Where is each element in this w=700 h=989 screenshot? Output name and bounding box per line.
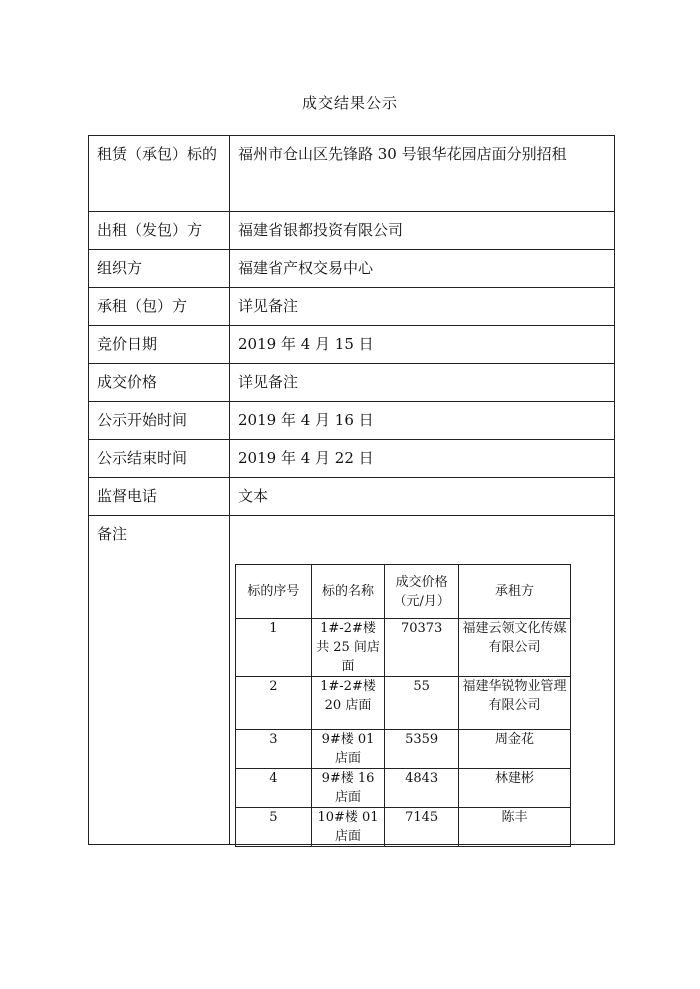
result-table (88, 135, 615, 845)
phone-value: 文本 (230, 478, 615, 516)
row-bid-date (89, 326, 615, 364)
cell-no: 1 (236, 619, 312, 677)
row-lessee (89, 288, 615, 326)
lessee-label: 承租（包）方 (89, 288, 230, 326)
cell-no: 3 (236, 730, 312, 769)
subject-label: 租赁（承包）标的 (89, 136, 230, 212)
row-organizer (89, 250, 615, 288)
cell-price: 4843 (385, 769, 459, 808)
header-price: 成交价格（元/月） (385, 565, 459, 619)
cell-no: 5 (236, 808, 312, 847)
row-price (89, 364, 615, 402)
bid-date-label: 竞价日期 (89, 326, 230, 364)
row-phone (89, 478, 615, 516)
document-title: 成交结果公示 (301, 94, 398, 112)
row-end (89, 440, 615, 478)
row-lessor (89, 212, 615, 250)
note-detail-table (235, 564, 571, 847)
table-row (236, 619, 571, 677)
header-name: 标的名称 (311, 565, 385, 619)
lessee-value: 详见备注 (230, 288, 615, 326)
price-label: 成交价格 (89, 364, 230, 402)
cell-no: 4 (236, 769, 312, 808)
cell-lessee: 福建云领文化传媒有限公司 (458, 619, 570, 677)
table-row (236, 769, 571, 808)
cell-lessee: 福建华锐物业管理有限公司 (458, 677, 570, 730)
phone-label: 监督电话 (89, 478, 230, 516)
header-lessee: 承租方 (458, 565, 570, 619)
cell-lessee: 陈丰 (458, 808, 570, 847)
organizer-value: 福建省产权交易中心 (230, 250, 615, 288)
row-start (89, 402, 615, 440)
header-no: 标的序号 (236, 565, 312, 619)
cell-name: 10#楼 01 店面 (311, 808, 385, 847)
table-row (236, 677, 571, 730)
row-subject (89, 136, 615, 212)
cell-name: 1#-2#楼 20 店面 (311, 677, 385, 730)
cell-price: 7145 (385, 808, 459, 847)
note-value (230, 516, 615, 845)
end-label: 公示结束时间 (89, 440, 230, 478)
end-value: 2019 年 4 月 22 日 (230, 440, 615, 478)
cell-lessee: 林建彬 (458, 769, 570, 808)
bid-date-value: 2019 年 4 月 15 日 (230, 326, 615, 364)
cell-price: 5359 (385, 730, 459, 769)
cell-price: 55 (385, 677, 459, 730)
organizer-label: 组织方 (89, 250, 230, 288)
cell-name: 9#楼 16 店面 (311, 769, 385, 808)
price-value: 详见备注 (230, 364, 615, 402)
cell-name: 9#楼 01 店面 (311, 730, 385, 769)
cell-price: 70373 (385, 619, 459, 677)
table-row (236, 808, 571, 847)
lessor-label: 出租（发包）方 (89, 212, 230, 250)
row-note (89, 516, 615, 845)
note-table-header-row (236, 565, 571, 619)
start-value: 2019 年 4 月 16 日 (230, 402, 615, 440)
start-label: 公示开始时间 (89, 402, 230, 440)
note-label: 备注 (89, 516, 230, 845)
cell-name: 1#-2#楼共 25 间店面 (311, 619, 385, 677)
table-row (236, 730, 571, 769)
lessor-value: 福建省银都投资有限公司 (230, 212, 615, 250)
subject-value: 福州市仓山区先锋路 30 号银华花园店面分别招租 (230, 136, 615, 212)
cell-lessee: 周金花 (458, 730, 570, 769)
cell-no: 2 (236, 677, 312, 730)
